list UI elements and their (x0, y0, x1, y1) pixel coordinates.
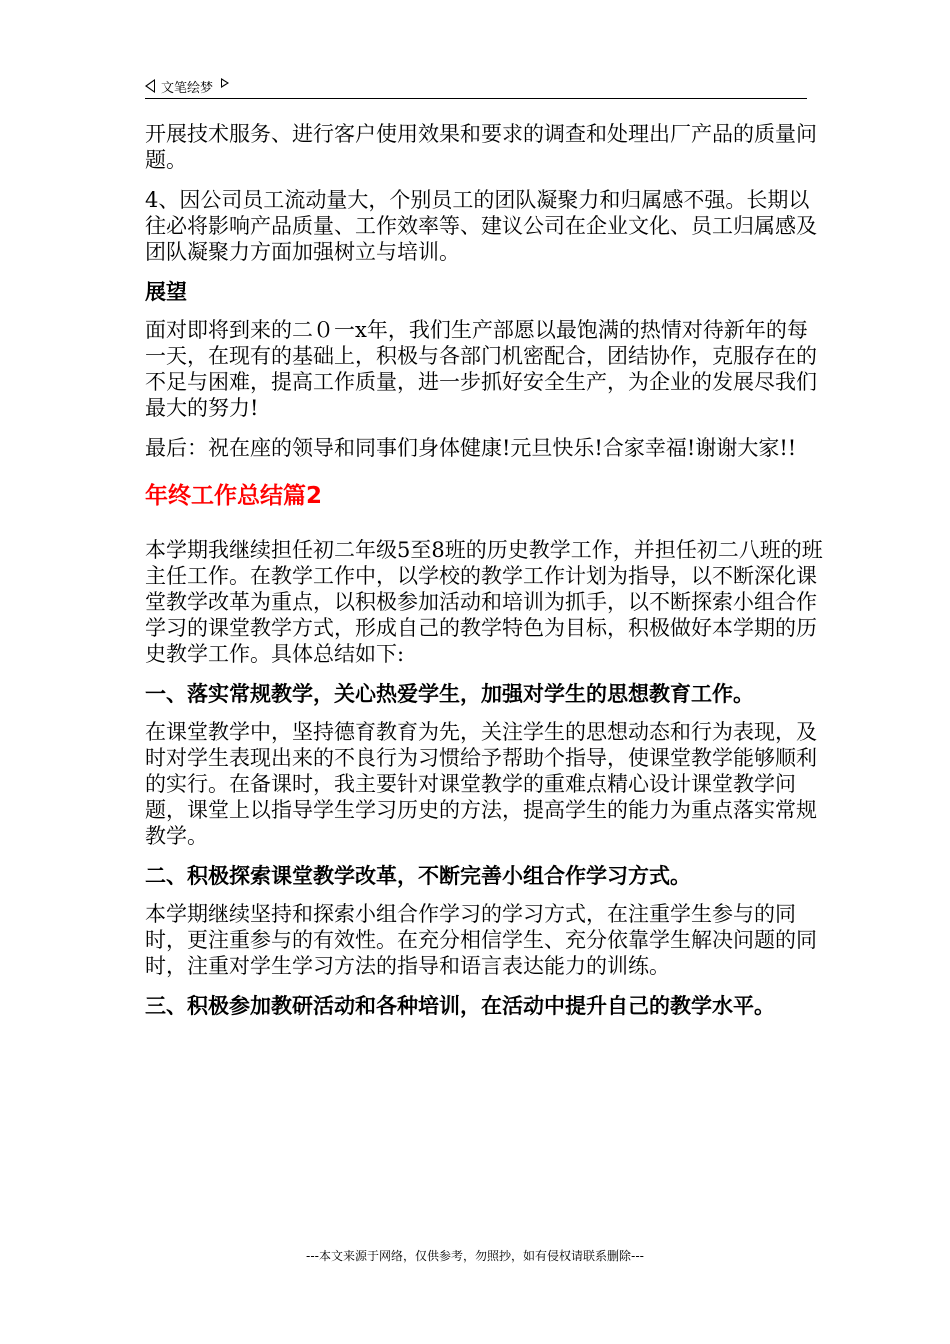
header-brand: 文笔绘梦 (161, 80, 214, 96)
heading-2: 二、积极探索课堂教学改革，不断完善小组合作学习方式。 (145, 864, 691, 888)
paragraph-6: 在课堂教学中，坚持德育教育为先，关注学生的思想动态和行为表现，及时对学生表现出来的不良行为习惯给予帮助个指导，使课堂教学能够顺利的实行。在备课时，我主要针对课堂教学的重难点精心设计课堂教学问题，课堂上以指导学生学习历史的方法，提高学生的能力为重点落实常规教学。 (145, 720, 817, 848)
document-body (145, 121, 825, 1031)
paragraph-2: 4、因公司员工流动量大，个别员工的团队凝聚力和归属感不强。长期以往必将影响产品质量、工作效率等、建议公司在企业文化、员工归属感及团队凝聚力方面加强树立与培训。 (145, 188, 817, 264)
section-title: 年终工作总结篇2 (145, 483, 323, 509)
page-footer: ---本文来源于网络，仅供参考，勿照抄，如有侵权请联系删除--- (306, 1249, 644, 1263)
paragraph-4: 最后：祝在座的领导和同事们身体健康!元旦快乐!合家幸福!谢谢大家!! (145, 436, 797, 460)
heading-1: 一、落实常规教学，关心热爱学生，加强对学生的思想教育工作。 (145, 682, 754, 706)
heading-outlook: 展望 (145, 280, 187, 304)
paragraph-1: 开展技术服务、进行客户使用效果和要求的调查和处理出厂产品的质量问题。 (145, 122, 817, 172)
paragraph-7: 本学期继续坚持和探索小组合作学习的学习方式，在注重学生参与的同时，更注重参与的有效性。在充分相信学生、充分依靠学生解决问题的同时，注重对学生学习方法的指导和语言表达能力的训练。 (145, 902, 817, 978)
heading-3: 三、积极参加教研活动和各种培训，在活动中提升自己的教学水平。 (145, 994, 775, 1018)
triangle-right-icon (221, 78, 229, 88)
paragraph-3: 面对即将到来的二０一x年，我们生产部愿以最饱满的热情对待新年的每一天，在现有的基础上，积极与各部门机密配合，团结协作，克服存在的不足与困难，提高工作质量，进一步抓好安全生产，为企业的发展尽我们最大的努力! (145, 318, 817, 420)
paragraph-5: 本学期我继续担任初二年级5至8班的历史教学工作，并担任初二八班的班主任工作。在教学工作中，以学校的教学工作计划为指导，以不断深化课堂教学改革为重点，以积极参加活动和培训为抓手，以不断探索小组合作学习的课堂教学方式，形成自己的教学特色为目标，积极做好本学期的历史教学工作。具体总结如下: (145, 538, 823, 666)
page-header (145, 74, 807, 99)
triangle-left-icon (145, 79, 155, 93)
